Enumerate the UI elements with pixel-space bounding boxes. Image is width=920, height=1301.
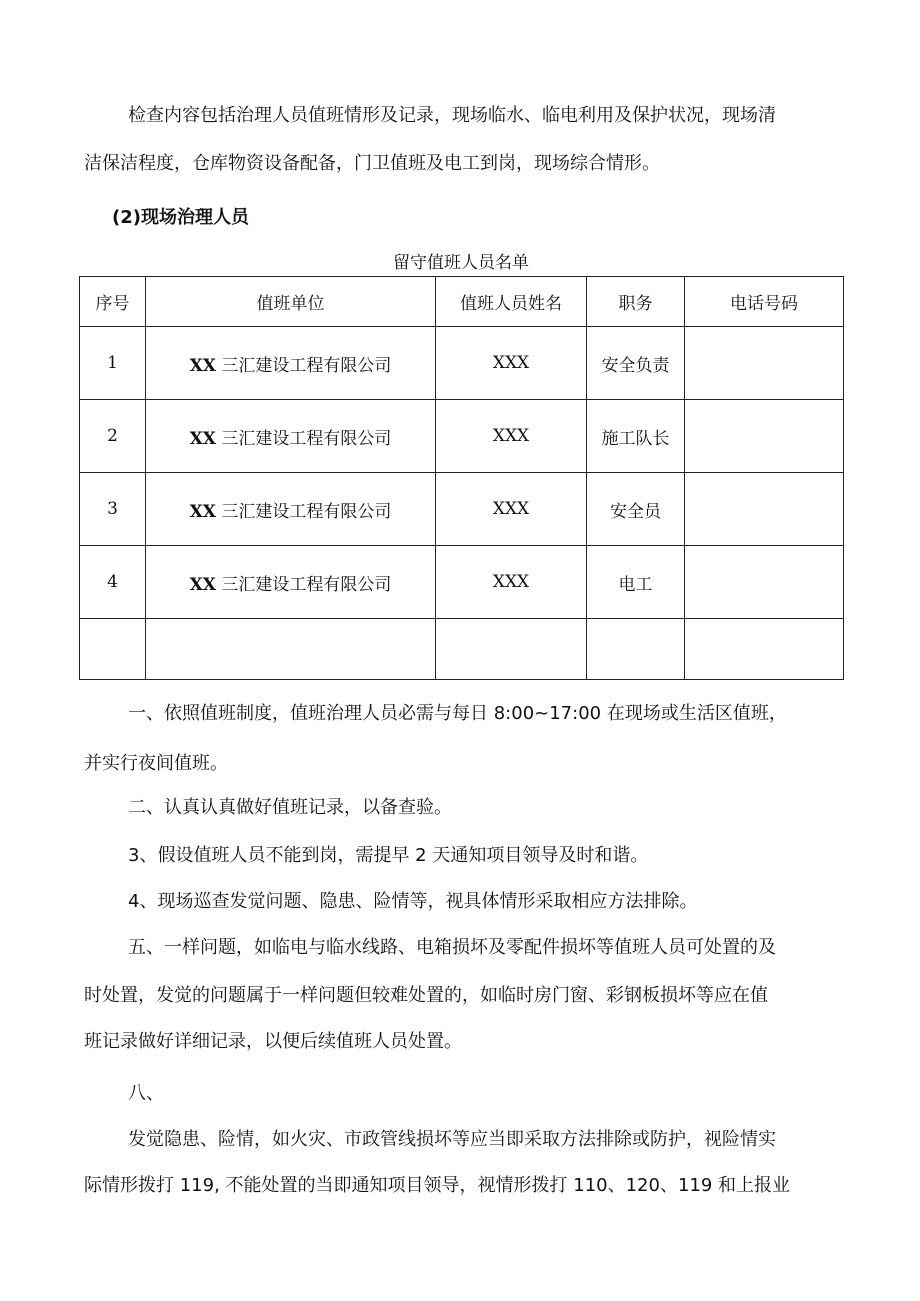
- table-row: [80, 327, 844, 400]
- cell-role: 安全负责: [587, 327, 685, 400]
- table-title: 留守值班人员名单: [393, 253, 529, 273]
- paragraph-2: 二、认真认真做好值班记录，以备查验。: [128, 797, 452, 818]
- unit-name: 三汇建设工程有限公司: [221, 428, 392, 449]
- paragraph-5-line-2: 时处置，发觉的问题属于一样问题但较难处置的，如临时房门窗、彩钢板损坏等应在值: [84, 985, 768, 1006]
- duty-roster-table: [79, 276, 844, 680]
- cell-unit: [146, 546, 436, 619]
- paragraph-1-line-1: 一、依照值班制度，值班治理人员必需与每日 8:00~17:00 在现场或生活区值班，: [128, 703, 787, 724]
- unit-prefix: XX: [189, 574, 216, 595]
- paragraph-6-line-2: 际情形拨打 119, 不能处置的当即通知项目领导，视情形拨打 110、120、119 和上报业: [84, 1175, 791, 1196]
- cell-empty: [146, 619, 436, 680]
- unit-prefix: XX: [189, 501, 216, 522]
- cell-empty: [80, 619, 146, 680]
- cell-no: 3: [80, 473, 146, 546]
- intro-line-2: 洁保洁程度，仓库物资设备配备，门卫值班及电工到岗，现场综合情形。: [84, 153, 660, 174]
- cell-empty: [685, 619, 844, 680]
- table-row: [80, 473, 844, 546]
- paragraph-4: 4、现场巡查发觉问题、隐患、险情等，视具体情形采取相应方法排除。: [128, 891, 698, 912]
- table-row: [80, 400, 844, 473]
- header-role: 职务: [587, 277, 685, 327]
- table-row: [80, 546, 844, 619]
- paragraph-5-line-3: 班记录做好详细记录，以便后续值班人员处置。: [84, 1031, 462, 1052]
- cell-name: XXX: [436, 327, 587, 400]
- paragraph-6-line-1: 发觉隐患、险情，如火灾、市政管线损坏等应当即采取方法排除或防护，视险情实: [128, 1129, 776, 1150]
- cell-phone: [685, 327, 844, 400]
- cell-name: XXX: [436, 400, 587, 473]
- cell-no: 1: [80, 327, 146, 400]
- header-phone: 电话号码: [685, 277, 844, 327]
- cell-phone: [685, 400, 844, 473]
- cell-no: 2: [80, 400, 146, 473]
- cell-unit: [146, 327, 436, 400]
- unit-name: 三汇建设工程有限公司: [221, 355, 392, 376]
- unit-name: 三汇建设工程有限公司: [221, 501, 392, 522]
- header-unit: 值班单位: [146, 277, 436, 327]
- paragraph-3: 3、假设值班人员不能到岗，需提早 2 天通知项目领导及时和谐。: [128, 845, 649, 866]
- header-no: 序号: [80, 277, 146, 327]
- paragraph-6-label: 八、: [128, 1083, 164, 1104]
- unit-name: 三汇建设工程有限公司: [221, 574, 392, 595]
- cell-phone: [685, 546, 844, 619]
- cell-unit: [146, 400, 436, 473]
- cell-empty: [587, 619, 685, 680]
- cell-role: 电工: [587, 546, 685, 619]
- cell-name: XXX: [436, 546, 587, 619]
- paragraph-5-line-1: 五、一样问题，如临电与临水线路、电箱损坏及零配件损坏等值班人员可处置的及: [128, 937, 776, 958]
- intro-line-1: 检查内容包括治理人员值班情形及记录，现场临水、临电利用及保护状况，现场清: [128, 105, 776, 126]
- cell-role: 安全员: [587, 473, 685, 546]
- unit-prefix: XX: [189, 428, 216, 449]
- cell-name: XXX: [436, 473, 587, 546]
- unit-prefix: XX: [189, 355, 216, 376]
- section-heading: (2)现场治理人员: [112, 207, 249, 228]
- cell-unit: [146, 473, 436, 546]
- cell-no: 4: [80, 546, 146, 619]
- table-header-row: [80, 277, 844, 327]
- table-row-empty: [80, 619, 844, 680]
- header-name: 值班人员姓名: [436, 277, 587, 327]
- cell-empty: [436, 619, 587, 680]
- cell-role: 施工队长: [587, 400, 685, 473]
- cell-phone: [685, 473, 844, 546]
- paragraph-1-line-2: 并实行夜间值班。: [84, 753, 228, 774]
